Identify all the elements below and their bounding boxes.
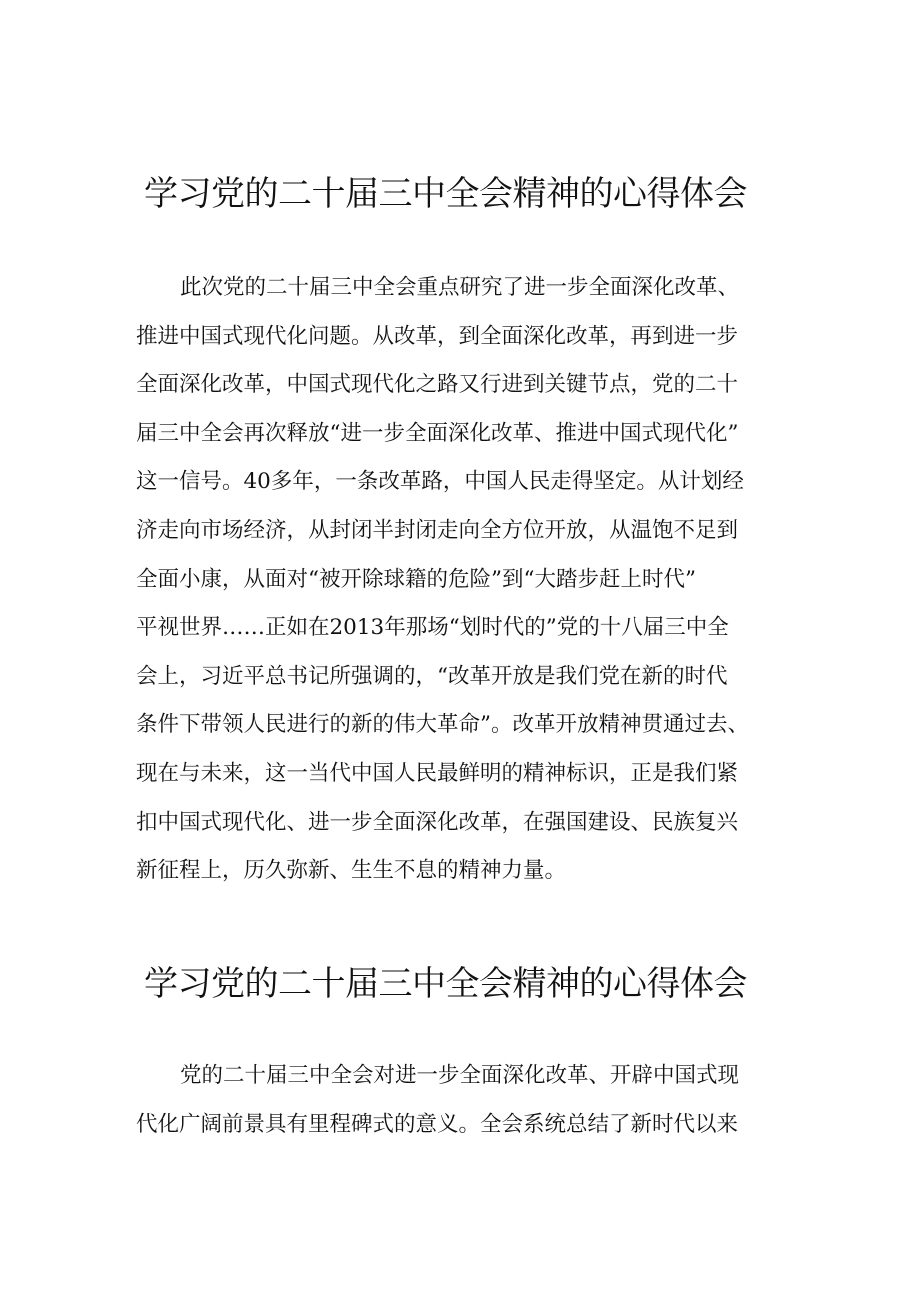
paragraph-line: 此次党的二十届三中全会重点研究了进一步全面深化改革、 (180, 275, 740, 300)
paragraph-line: 条件下带领人民进行的新的伟大革命”。改革开放精神贯通过去、 (136, 712, 749, 738)
body-paragraph (136, 264, 796, 896)
paragraph-line: 平视世界……正如在2013年那场“划时代的”党的十八届三中全 (136, 615, 729, 641)
paragraph-line: 现在与未来，这一当代中国人民最鲜明的精神标识，正是我们紧 (136, 760, 739, 786)
paragraph-line: 推进中国式现代化问题。从改革，到全面深化改革，再到进一步 (136, 323, 739, 349)
paragraph-line: 代化广阔前景具有里程碑式的意义。全会系统总结了新时代以来 (136, 1111, 739, 1137)
paragraph-line: 届三中全会再次释放“进一步全面深化改革、推进中国式现代化” (136, 420, 739, 446)
paragraph-line: 扣中国式现代化、进一步全面深化改革，在强国建设、民族复兴 (136, 809, 739, 835)
paragraph-line: 新征程上，历久弥新、生生不息的精神力量。 (136, 858, 567, 884)
paragraph-line: 这一信号。40多年，一条改革路，中国人民走得坚定。从计划经 (136, 469, 744, 495)
paragraph-line: 济走向市场经济，从封闭半封闭走向全方位开放，从温饱不足到 (136, 517, 739, 543)
body-paragraph (136, 1052, 796, 1149)
paragraph-line: 全面小康，从面对“被开除球籍的危险”到“大踏步赶上时代” (136, 566, 696, 592)
paragraph-line: 会上，习近平总书记所强调的，“改革开放是我们党在新的时代 (136, 663, 728, 689)
section-heading: 学习党的二十届三中全会精神的心得体会 (144, 174, 747, 214)
paragraph-line: 全面深化改革，中国式现代化之路又行进到关键节点，党的二十 (136, 372, 739, 398)
paragraph-line: 党的二十届三中全会对进一步全面深化改革、开辟中国式现 (180, 1063, 740, 1088)
section-heading: 学习党的二十届三中全会精神的心得体会 (144, 964, 747, 1004)
